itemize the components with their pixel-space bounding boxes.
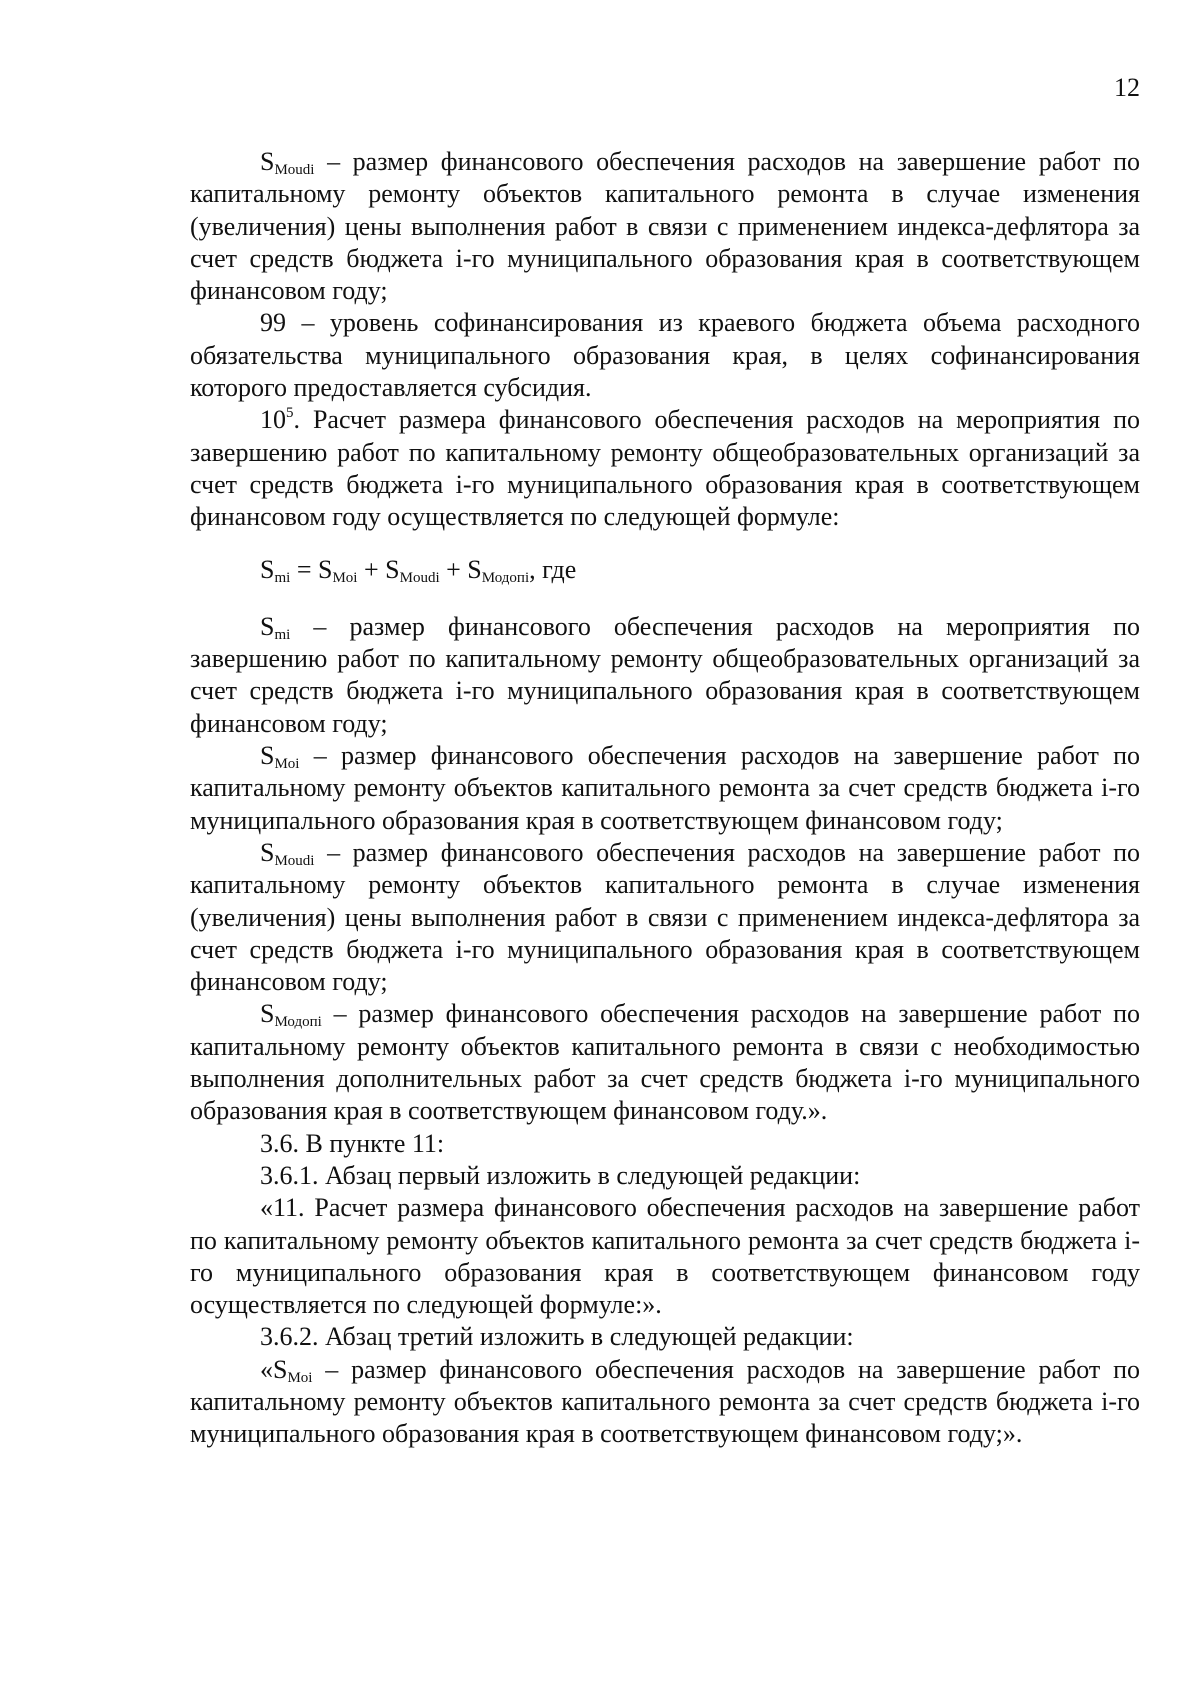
variable-symbol: S [260, 147, 275, 176]
cofinancing-level-paragraph [190, 307, 1140, 404]
page-number: 12 [1114, 73, 1140, 102]
formula-subscript: Moi [332, 569, 358, 586]
formula-symbol: S [317, 554, 333, 584]
document-body [190, 146, 1140, 1451]
formula-subscript: mi [274, 569, 291, 586]
definition-text: – размер финансового обеспечения расходов на мероприятия по завершению работ по капитальному ремонту общеобразовательных организаций за счет средств бюджета i-го муниципального образования края в соответствующем финансовом году; [190, 611, 1140, 738]
variable-symbol: «S [260, 1354, 288, 1384]
variable-subscript: Модопi [274, 1014, 322, 1031]
clause-3-6-1 [190, 1160, 1140, 1192]
paragraph-text: 3.6.2. Абзац третий изложить в следующей редакции: [260, 1322, 854, 1352]
variable-symbol: S [260, 999, 275, 1029]
paragraph-text: 3.6. В пункте 11: [260, 1128, 445, 1158]
clause-10-5 [190, 404, 1140, 533]
formula-symbol: S [385, 554, 400, 584]
paragraph-text: 3.6.1. Абзац первый изложить в следующей редакции: [260, 1160, 861, 1190]
definition-text: – размер финансового обеспечения расходов на завершение работ по капитальному ремонту объектов капитального ремонта за счет средств бюджета i-го муниципального образования края в соответствующем финансовом году;». [190, 1354, 1140, 1449]
clause-number: 10 [260, 405, 286, 435]
paragraph-text: 99 – уровень софинансирования из краевого бюджета объема расходного обязательства муниципального образования края, в целях софинансирования которого предоставляется субсидия. [190, 308, 1140, 403]
definition-s-moudi-second [190, 837, 1140, 998]
definition-s-modop [190, 998, 1140, 1127]
formula-subscript: Moudi [399, 569, 440, 586]
clause-3-6 [190, 1128, 1140, 1160]
variable-subscript: Moudi [274, 852, 315, 869]
formula-symbol: S [260, 554, 275, 584]
formula-subscript: Модопi [481, 569, 530, 586]
definition-text: – размер финансового обеспечения расходов на завершение работ по капитальному ремонту объектов капитального ремонта в случае изменения (увеличения) цены выполнения работ в связи с применением индекса-дефлятора за счет средств бюджета i-го муниципального образования края в соответствующем финансовом году; [190, 837, 1140, 997]
variable-symbol: S [260, 837, 275, 867]
quoted-definition-s-moi [190, 1354, 1140, 1451]
definition-text: – размер финансового обеспечения расходов на завершение работ по капитальному ремонту объектов капитального ремонта в случае изменения (увеличения) цены выполнения работ в связи с применением индекса-дефлятора за счет средств бюджета i-го муниципального образования края в соответствующем финансовом году; [190, 147, 1140, 306]
clause-text: . Расчет размера финансового обеспечения расходов на мероприятия по завершению работ по капитальному ремонту общеобразовательных организаций за счет средств бюджета i-го муниципального образования края в соответствующем финансовом году осуществляется по следующей формуле: [190, 405, 1140, 532]
variable-symbol: S [260, 741, 275, 771]
definition-text: – размер финансового обеспечения расходов на завершение работ по капитальному ремонту объектов капитального ремонта в связи с необходимостью выполнения дополнительных работ за счет средств бюджета i-го муниципального образования края в соответствующем финансовом году.». [190, 999, 1140, 1126]
quoted-clause-11 [190, 1192, 1140, 1321]
variable-symbol: S [260, 611, 275, 641]
formula-operator: + [357, 554, 386, 584]
clause-superscript: 5 [286, 405, 294, 422]
formula-operator: = [290, 554, 318, 584]
formula-operator: + [439, 554, 468, 584]
variable-subscript: mi [274, 626, 291, 643]
variable-subscript: Moi [287, 1369, 313, 1386]
definition-s-moudi [190, 146, 1140, 307]
formula-symbol: S [467, 554, 482, 584]
definition-text: – размер финансового обеспечения расходов на завершение работ по капитальному ремонту объектов капитального ремонта за счет средств бюджета i-го муниципального образования края в соответствующем финансовом году; [190, 741, 1140, 835]
definition-s-moi [190, 740, 1140, 837]
definition-s-mi [190, 611, 1140, 740]
paragraph-text: «11. Расчет размера финансового обеспечения расходов на завершение работ по капитальному ремонту объектов капитального ремонта за счет средств бюджета i-го муниципального образования края в соответствующем финансовом году осуществляется по следующей формуле:». [190, 1193, 1140, 1320]
clause-3-6-2 [190, 1321, 1140, 1353]
variable-subscript: Moudi [274, 162, 315, 178]
formula-suffix: , где [529, 554, 577, 584]
variable-subscript: Moi [274, 756, 300, 773]
formula [190, 554, 1140, 586]
